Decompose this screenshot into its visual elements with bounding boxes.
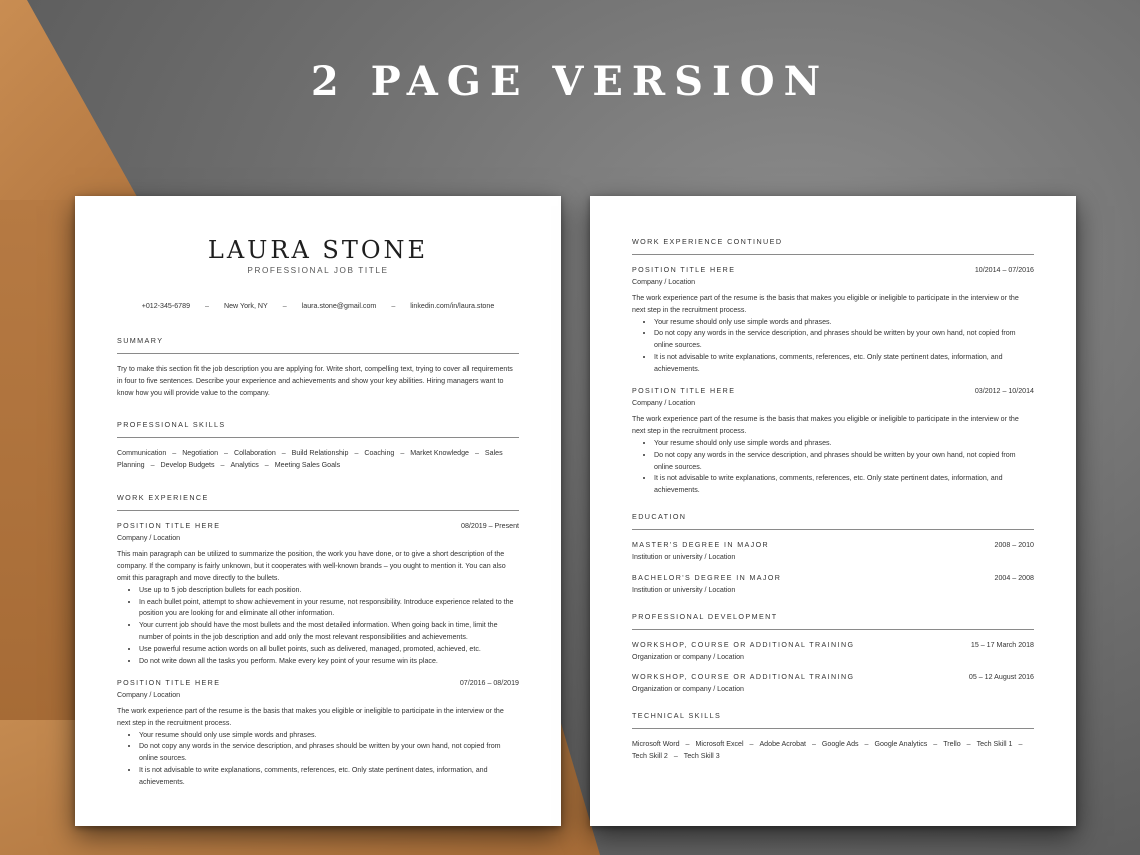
skill-item: Microsoft Word [632, 740, 680, 749]
position-title: POSITION TITLE HERE [117, 522, 221, 531]
skill-item: Google Analytics [874, 740, 928, 749]
skill-separator: – [222, 449, 230, 458]
education-dates: 2008 – 2010 [994, 541, 1034, 550]
bullet-item: • Your resume should only use simple words and phrases. [654, 317, 1034, 329]
training-dates: 05 – 12 August 2016 [968, 673, 1034, 682]
training-title: WORKSHOP, COURSE OR ADDITIONAL TRAINING [632, 673, 855, 682]
skill-item: Sales Planning [117, 449, 503, 470]
development-entry [632, 672, 1034, 696]
skill-separator: – [964, 740, 973, 749]
job-dates: 10/2014 – 07/2016 [974, 265, 1034, 274]
contact-line [117, 301, 519, 313]
institution-location: Institution or university / Location [632, 553, 736, 562]
technical-skills-list [632, 739, 1034, 763]
job-entry [117, 521, 519, 668]
skill-separator: – [1016, 740, 1023, 749]
organization-location: Organization or company / Location [632, 652, 744, 661]
skill-separator: – [931, 740, 940, 749]
section-heading: WORK EXPERIENCE CONTINUED [632, 236, 1034, 255]
training-dates: 15 – 17 March 2018 [970, 640, 1034, 649]
summary-text: Try to make this section fit the job description you are applying for. Write short, compelling text, trying to cover all requirements in four to five sentences. Describe your experience and achievements and show your key abilities. Hiring managers want to know how you will provide value to the company. [117, 364, 513, 397]
contact-separator: – [282, 301, 287, 310]
skill-separator: – [279, 449, 288, 458]
bullet-item: • It is not advisable to write explanations, comments, references, etc. Only state pertinent dates, information, and achievements. [139, 765, 519, 789]
position-title: POSITION TITLE HERE [632, 387, 736, 396]
job-dates: 03/2012 – 10/2014 [974, 387, 1034, 396]
company-location: Company / Location [632, 398, 696, 407]
experience-continued-section [632, 236, 1034, 497]
job-dates: 08/2019 – Present [461, 522, 519, 531]
development-entry [632, 640, 1034, 664]
skill-separator: – [262, 461, 271, 470]
degree-title: MASTER'S DEGREE IN MAJOR [632, 541, 770, 550]
technical-skills-section [632, 710, 1034, 763]
banner-title: 2 PAGE VERSION [310, 58, 830, 105]
skill-separator: – [671, 752, 680, 761]
experience-section [117, 492, 519, 789]
skill-separator: – [747, 740, 756, 749]
job-entry [117, 678, 519, 789]
company-location: Company / Location [632, 277, 696, 286]
skill-item: Negotiation [182, 449, 219, 458]
section-heading: TECHNICAL SKILLS [632, 710, 1034, 729]
job-description: The work experience part of the resume is the basis that makes you eligible or ineligible to participate in the interview or the next step in the recruitment process. [632, 414, 1019, 435]
skill-item: Collaboration [233, 449, 276, 458]
job-description: This main paragraph can be utilized to summarize the position, the work you have done, or to give a short description of the company. If the company is fairly unknown, but it cooperates with well-known brands – you ought to mention it. You can also omit this paragraph and move directly to the bullets. [117, 549, 506, 582]
bullet-item: • Your resume should only use simple words and phrases. [139, 730, 519, 742]
job-bullets [117, 730, 519, 790]
bullet-item: • Your current job should have the most bullets and the most detailed information. When going back in time, limit the number of points in the job description and add only the most relevant responsibilities and achievements. [139, 620, 519, 644]
bullet-item: • In each bullet point, attempt to show achievement in your resume, not responsibility. Introduce experience related to the position you are looking for and eliminate all other information. [139, 597, 519, 621]
job-dates: 07/2016 – 08/2019 [459, 678, 519, 687]
skill-separator: – [398, 449, 407, 458]
skill-separator: – [218, 461, 227, 470]
institution-location: Institution or university / Location [632, 585, 736, 594]
skill-item: Analytics [230, 461, 259, 470]
skill-item: Develop Budgets [160, 461, 215, 470]
bullet-item: • Use powerful resume action words on all bullet points, such as delivered, managed, promoted, achieved, etc. [139, 644, 519, 656]
bullet-item: • Use up to 5 job description bullets for each position. [139, 585, 519, 597]
job-bullets [632, 438, 1034, 498]
bullet-item: • Do not copy any words in the service description, and phrases should be written by your own hand, not copied from online sources. [139, 741, 519, 765]
skill-item: Meeting Sales Goals [274, 461, 341, 470]
skills-list [117, 448, 519, 472]
summary-section [117, 335, 519, 400]
skill-item: Trello [943, 740, 961, 749]
skill-item: Tech Skill 2 [632, 752, 668, 761]
skill-item: Tech Skill 3 [683, 752, 720, 761]
section-heading: SUMMARY [117, 335, 519, 354]
skill-item: Adobe Acrobat [759, 740, 806, 749]
degree-title: BACHELOR'S DEGREE IN MAJOR [632, 573, 782, 582]
skill-separator: – [810, 740, 818, 749]
development-section [632, 611, 1034, 697]
skill-item: Build Relationship [291, 449, 349, 458]
job-bullets [117, 585, 519, 668]
skill-separator: – [683, 740, 692, 749]
skills-section [117, 419, 519, 472]
contact-separator: – [391, 301, 396, 310]
resume-page-1 [75, 196, 561, 826]
skill-separator: – [862, 740, 871, 749]
contact-separator: – [205, 301, 209, 310]
skill-separator: – [148, 461, 157, 470]
bullet-item: • It is not advisable to write explanations, comments, references, etc. Only state pertinent dates, information, and achievements. [654, 473, 1034, 497]
email: laura.stone@gmail.com [301, 301, 377, 310]
section-heading: PROFESSIONAL SKILLS [117, 419, 519, 438]
education-dates: 2004 – 2008 [994, 573, 1034, 582]
section-heading: EDUCATION [632, 511, 1034, 530]
skill-separator: – [473, 449, 481, 458]
organization-location: Organization or company / Location [632, 685, 744, 694]
job-bullets [632, 317, 1034, 377]
education-section [632, 511, 1034, 597]
section-heading: WORK EXPERIENCE [117, 492, 519, 511]
phone: +012-345-6789 [141, 301, 191, 310]
bullet-item: • Do not copy any words in the service description, and phrases should be written by your own hand, not copied from online sources. [654, 328, 1034, 352]
skill-separator: – [352, 449, 361, 458]
job-description: The work experience part of the resume is the basis that makes you eligible or ineligible to participate in the interview or the next step in the recruitment process. [632, 293, 1019, 314]
company-location: Company / Location [117, 690, 181, 699]
company-location: Company / Location [117, 533, 181, 542]
skill-item: Tech Skill 1 [976, 740, 1013, 749]
bullet-item: • Do not write down all the tasks you perform. Make every key point of your resume win its place. [139, 656, 519, 668]
kraft-paper-corner [0, 0, 150, 220]
skill-item: Microsoft Excel [695, 740, 744, 749]
job-entry [632, 265, 1034, 376]
skill-item: Communication [117, 449, 167, 458]
skill-item: Coaching [364, 449, 395, 458]
job-title: PROFESSIONAL JOB TITLE [247, 266, 389, 275]
bullet-item: • Do not copy any words in the service description, and phrases should be written by your own hand, not copied from online sources. [654, 450, 1034, 474]
skill-item: Google Ads [821, 740, 859, 749]
kraft-paper-left [0, 200, 80, 760]
training-title: WORKSHOP, COURSE OR ADDITIONAL TRAINING [632, 640, 855, 649]
bullet-item: • Your resume should only use simple words and phrases. [654, 438, 1034, 450]
position-title: POSITION TITLE HERE [632, 265, 736, 274]
education-entry [632, 540, 1034, 564]
section-heading: PROFESSIONAL DEVELOPMENT [632, 611, 1034, 630]
bullet-item: • It is not advisable to write explanations, comments, references, etc. Only state pertinent dates, information, and achievements. [654, 352, 1034, 376]
candidate-name: LAURA STONE [207, 236, 429, 264]
location: New York, NY [223, 301, 268, 310]
position-title: POSITION TITLE HERE [117, 678, 221, 687]
linkedin: linkedin.com/in/laura.stone [410, 301, 495, 310]
job-entry [632, 386, 1034, 497]
job-description: The work experience part of the resume is the basis that makes you eligible or ineligible to participate in the interview or the next step in the recruitment process. [117, 706, 504, 727]
education-entry [632, 573, 1034, 597]
resume-page-2 [590, 196, 1076, 826]
skill-separator: – [170, 449, 179, 458]
skill-item: Market Knowledge [410, 449, 469, 458]
